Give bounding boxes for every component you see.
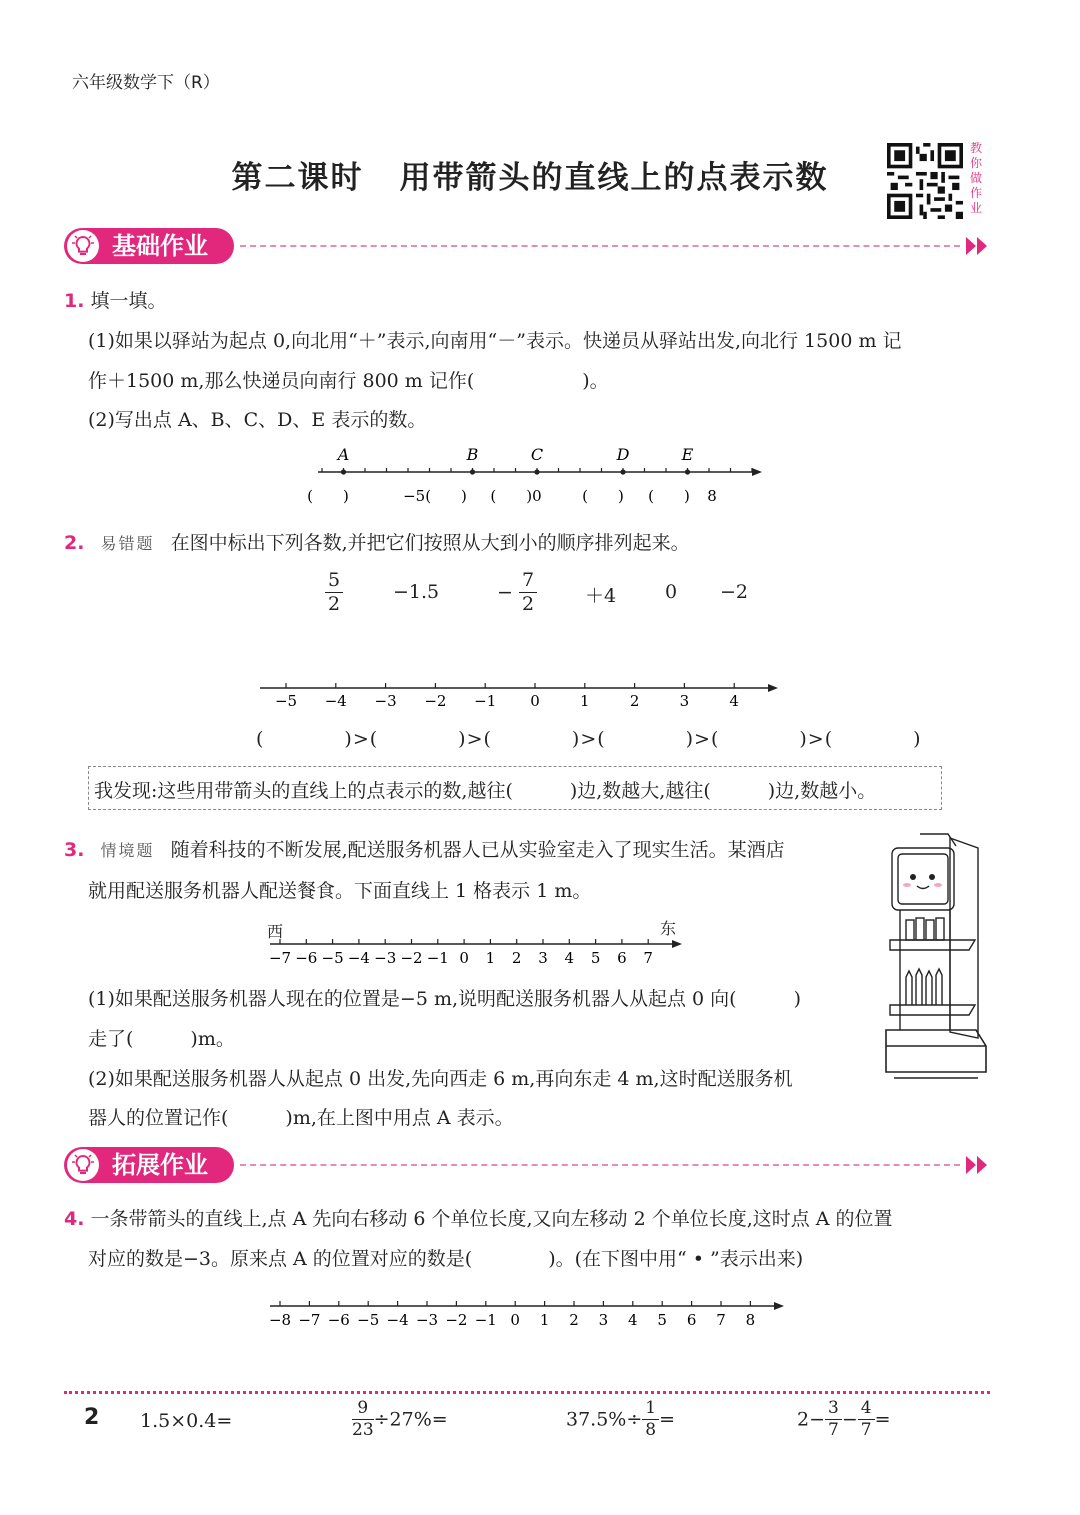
frac-numerator: 1 (642, 1400, 659, 1420)
calc-2 (352, 1400, 448, 1439)
qr-code-icon[interactable] (887, 143, 963, 219)
q2-number-line[interactable] (250, 672, 790, 714)
section-extend (64, 1147, 989, 1187)
q4-number: 4. (64, 1208, 85, 1230)
frac-denominator: 7 (828, 1420, 839, 1440)
tick-label: −5 (321, 949, 344, 967)
tick-label: −5 (274, 692, 298, 710)
divider (240, 1164, 960, 1166)
tick-label: 0 (510, 1311, 520, 1329)
tick-label: 4 (564, 949, 575, 967)
tick-label: −1 (474, 692, 497, 710)
q2-stem: 在图中标出下列各数,并把它们按照从大到小的顺序排列起来。 (170, 532, 690, 554)
q3-part2-line1: (2)如果配送服务机器人从起点 0 出发,先向西走 6 m,再向东走 4 m,这时配送服务机 (88, 1068, 793, 1090)
tick-label: −2 (400, 949, 423, 967)
lightbulb-icon (67, 1149, 99, 1181)
tick-label: 3 (679, 692, 690, 710)
q1-number-line (300, 440, 780, 510)
tick-label: 0 (530, 692, 540, 710)
q1-part1-text: 作＋1500 m,那么快递员向南行 800 m 记作( (88, 370, 475, 392)
point-c (534, 469, 539, 474)
point-b (470, 469, 475, 474)
tick-label: 1 (485, 949, 496, 967)
answer-slot[interactable]: ( ) (648, 487, 690, 505)
tick-label: 3 (538, 949, 548, 967)
tick-label: 1 (580, 692, 590, 710)
tick-label: 2 (569, 1311, 579, 1329)
tick-label: −5 (357, 1311, 380, 1329)
q4-line2: 对应的数是−3。原来点 A 的位置对应的数是( )。(在下图中用“ • ”表示出来) (88, 1248, 804, 1270)
calc-3-rest: = (659, 1408, 676, 1431)
q2-num-e[interactable]: 0 (665, 581, 678, 603)
calc-2-rest: ÷27%= (373, 1408, 448, 1431)
frac-numerator: 7 (519, 571, 537, 593)
east-label: 东 (660, 919, 677, 938)
tick-label: 4 (628, 1311, 638, 1329)
answer-slot[interactable]: ( ) (307, 487, 349, 505)
frac-denominator: 2 (328, 593, 341, 615)
tick-label: −2 (445, 1311, 468, 1329)
tick-label: 7 (643, 949, 653, 967)
tick-label: −3 (374, 692, 397, 710)
frac-denominator: 2 (521, 593, 535, 615)
tick-label: −7 (268, 949, 292, 967)
q2-tag: 易错题 (100, 534, 155, 553)
calc-4-lead: 2− (797, 1408, 826, 1431)
q3-line1: 随着科技的不断发展,配送服务机器人已从实验室走入了现实生活。某酒店 (170, 839, 785, 861)
tick-label: 0 (459, 949, 469, 967)
q3-tag: 情境题 (100, 841, 155, 860)
tick-label: −4 (386, 1311, 409, 1329)
frac-numerator: 5 (325, 571, 343, 593)
frac-numerator: 9 (352, 1400, 374, 1420)
frac-denominator: 23 (352, 1420, 374, 1440)
q1-stem: 填一填。 (90, 290, 167, 312)
point-label: A (337, 445, 350, 464)
answer-slot[interactable]: ( ) (582, 487, 624, 505)
qr-caption: 教你做作业 (970, 141, 983, 215)
tick-label: −3 (374, 949, 397, 967)
q1-part2: (2)写出点 A、B、C、D、E 表示的数。 (88, 409, 427, 431)
page-number: 2 (84, 1405, 100, 1430)
calc-4-rest: = (874, 1408, 891, 1431)
section-basic (64, 228, 989, 268)
answer-slot[interactable]: 8 (707, 487, 717, 505)
tick-label: 8 (745, 1311, 756, 1329)
q3-number: 3. (64, 839, 85, 861)
q2-num-c[interactable] (497, 571, 537, 614)
tick-label: 6 (686, 1311, 697, 1329)
point-d (620, 469, 625, 474)
q2-order-blanks[interactable]: ( )>( )>( )>( )>( )>( ) (256, 728, 922, 750)
point-label: E (681, 445, 694, 464)
tick-label: −6 (295, 949, 318, 967)
q4-number-line[interactable] (262, 1290, 792, 1332)
q1-number: 1. (64, 290, 85, 312)
section-basic-badge (64, 228, 234, 264)
q1-part1-line1: (1)如果以驿站为起点 0,向北用“＋”表示,向南用“－”表示。快递员从驿站出发,向北行 1500 m 记 (88, 330, 902, 352)
calc-3 (566, 1400, 675, 1439)
double-arrow-icon (964, 1154, 990, 1176)
point-label: D (616, 445, 630, 464)
tick-label: 2 (629, 692, 640, 710)
section-extend-badge (64, 1147, 234, 1183)
tick-label: 2 (511, 949, 522, 967)
tick-label: 6 (617, 949, 627, 967)
west-label: 西 (267, 922, 284, 941)
point-e (685, 469, 690, 474)
q1-part1-end: )。 (582, 370, 609, 392)
frac-numerator: 4 (858, 1400, 875, 1420)
q4-stem-row (64, 1204, 893, 1231)
section-basic-title: 基础作业 (112, 232, 208, 260)
point-label: C (530, 445, 544, 464)
delivery-robot-illustration (880, 830, 992, 1090)
frac-denominator: 8 (645, 1420, 657, 1440)
point-a (341, 469, 346, 474)
tick-label: −6 (327, 1311, 350, 1329)
q2-num-a[interactable] (325, 571, 343, 614)
q3-part1-line2: 走了( )m。 (88, 1028, 235, 1050)
point-label: B (466, 445, 479, 464)
tick-label: 7 (716, 1311, 726, 1329)
answer-slot[interactable]: ( )0 (490, 487, 542, 505)
frac-numerator: 3 (825, 1400, 842, 1420)
book-header: 六年级数学下（R） (72, 73, 220, 93)
q3-number-line[interactable] (262, 930, 692, 970)
tick-label: 4 (729, 692, 739, 710)
q2-stem-row (64, 528, 690, 555)
calc-1: 1.5×0.4= (140, 1410, 233, 1432)
calc-3-lead: 37.5%÷ (566, 1408, 643, 1431)
divider (240, 245, 960, 247)
tick-label: −4 (347, 949, 370, 967)
q3-part1-line1: (1)如果配送服务机器人现在的位置是−5 m,说明配送服务机器人从起点 0 向( ) (88, 988, 802, 1010)
calc-4 (797, 1400, 891, 1439)
tick-label: 1 (539, 1311, 550, 1329)
tick-label: 5 (590, 949, 601, 967)
tick-label: −1 (474, 1311, 497, 1329)
tick-label: 5 (657, 1311, 667, 1329)
tick-label: 3 (598, 1311, 609, 1329)
tick-label: −4 (324, 692, 347, 710)
answer-slot[interactable]: −5( ) (403, 487, 467, 505)
q1-part1-line2 (88, 366, 609, 393)
lesson-label: 第二课时 (231, 160, 364, 196)
q2-discover: 我发现:这些用带箭头的直线上的点表示的数,越往( )边,数越大,越往( )边,数越小。 (94, 780, 877, 802)
section-extend-title: 拓展作业 (112, 1151, 208, 1179)
q2-number: 2. (64, 532, 85, 554)
double-arrow-icon (964, 235, 990, 257)
q1-stem-row (64, 286, 167, 313)
tick-label: −1 (426, 949, 449, 967)
q2-num-b[interactable]: −1.5 (393, 581, 440, 603)
q3-line2: 就用配送服务机器人配送餐食。下面直线上 1 格表示 1 m。 (88, 880, 592, 902)
q2-num-f[interactable]: −2 (720, 581, 749, 603)
frac-denominator: 7 (860, 1420, 872, 1440)
q2-num-d[interactable]: ＋4 (585, 585, 617, 607)
q3-part2-line2: 器人的位置记作( )m,在上图中用点 A 表示。 (88, 1107, 514, 1129)
minus-sign: − (497, 581, 513, 604)
footer-divider (64, 1391, 990, 1394)
tick-label: −8 (268, 1311, 292, 1329)
tick-label: −7 (298, 1311, 321, 1329)
calc-4-minus: − (841, 1408, 858, 1431)
q3-stem-row (64, 835, 785, 862)
tick-label: −3 (415, 1311, 439, 1329)
tick-label: −2 (424, 692, 447, 710)
lightbulb-icon (67, 230, 99, 262)
q4-line1: 一条带箭头的直线上,点 A 先向右移动 6 个单位长度,又向左移动 2 个单位长度,这时点 A 的位置 (90, 1208, 893, 1230)
lesson-title: 用带箭头的直线上的点表示数 (399, 160, 829, 196)
